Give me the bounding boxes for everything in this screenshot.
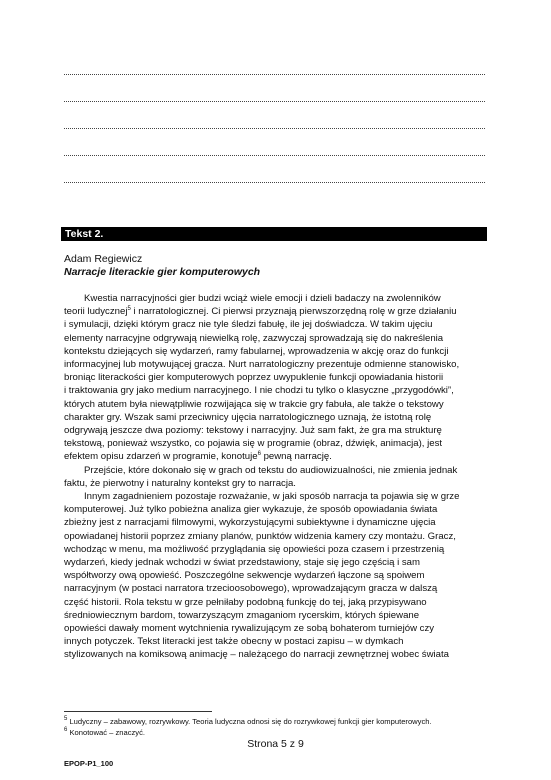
paragraph — [64, 464, 487, 490]
paragraph-line: wchodząc w menu, ma możliwość przyglądania się opowieści poza czasem i przestrzenią — [64, 543, 445, 555]
paragraph — [64, 292, 487, 464]
paragraph-line: odgrywają jeszcze dwa poziomy: tekstowy i narracyjny. Już sam fakt, że gra ma strukturę — [64, 425, 442, 437]
footnote-5: $^5$ Ludyczny – zabawowy, rozrywkowy. Teoria ludyczna odnosi się do rozrywkowej funkcji gier komputerowych. — [64, 716, 432, 726]
paragraph-line: kontekstu dziejących się wydarzeń, ramy fabularnej, wprowadzenia w akcję oraz do funkcji — [64, 345, 449, 357]
paragraph-line: których atutem była niewątpliwie rozwijająca się w trakcie gry fabuła, ale także o tekstowy — [64, 398, 444, 410]
paragraph-line: Kwestia narracyjności gier budzi wciąż wiele emocji i dzieli badaczy na zwolenników — [84, 293, 441, 304]
footnote-6: $^6$ Konotować – znaczyć. — [64, 727, 146, 737]
paragraph-line: charakter gry. Wszak sami przeciwnicy ujęcia narratologicznego uznają, że istotną rolę — [64, 411, 432, 423]
author-name: Adam Regiewicz — [64, 253, 143, 265]
answer-line — [64, 128, 485, 129]
paragraph-line: współtworzy ową opowieść. Poszczególne sekwencje wydarzeń łączone są spoiwem — [64, 570, 425, 582]
paragraph-line: komputerowej. Już tylko pobieżna analiza gier wykazuje, że sposób opowiadania świata — [64, 504, 438, 516]
paragraph-line: stylizowanych na komiksową animację – należącego do narracji zewnętrznej wobec świata — [64, 649, 450, 661]
paragraph-line: opowieści dawały moment wytchnienia rywalizującym ze sobą bohaterom turniejów czy — [64, 623, 435, 635]
footnote-ref: 6 — [257, 451, 261, 458]
paragraph-line: Przejście, które dokonało się w grach od tekstu do audiowizualności, nie zmienia jednak — [84, 464, 458, 476]
footnote-ref: 5 — [127, 306, 131, 313]
paragraph-line: broniąc literackości gier komputerowych poprzez uwypuklenie funkcji opowiadania historii — [64, 372, 444, 384]
paragraph-line: efektem opisu zdarzeń w programie, konotuje$^6$ pewną narrację. — [64, 451, 332, 463]
paragraph-line: i symulacji, dzięki którym gracz nie tyle śledzi fabułę, ile jej doświadcza. W takim ujęciu — [64, 319, 433, 331]
answer-line — [64, 155, 485, 156]
article-body — [64, 292, 487, 662]
paragraph-line: część historii. Rola tekstu w grze pełniłaby podobną funkcję do tej, jaką przypisywano — [64, 596, 427, 608]
paragraph-line: Innym zagadnieniem pozostaje rozważanie, w jaki sposób narracja ta pojawia się w grze — [84, 491, 460, 503]
paragraph-line: innych potyczek. Tekst literacki jest także obecny w postaci zapisu – w dymkach — [64, 636, 404, 648]
answer-line — [64, 74, 485, 75]
text-banner: Tekst 2. — [61, 227, 487, 241]
paragraph-line: opowiadanej historii poprzez zmiany planów, punktów widzenia kamery czy montażu. Gracz, — [64, 530, 456, 542]
paragraph-line: teorii ludycznej$^5$ i narratologicznej. Ci pierwsi przyznają pierwszorzędną rolę w grze działaniu — [64, 306, 457, 318]
paragraph-line: wydarzeń, kiedy jednak wchodzi w świat przedstawiony, staje się jego częścią i sam — [64, 557, 421, 569]
paragraph-line: tekstową, ponieważ wszystko, co pojawia się w programie (obraz, dźwięk, animacja), jest — [64, 438, 443, 450]
page-number: Strona 5 z 9 — [247, 738, 304, 750]
paragraph-line: narracyjnym (w postaci narratora trzecioosobowego), wprowadzającym gracza w dalszą — [64, 583, 438, 595]
footnote-rule — [64, 711, 212, 712]
article-title: Narracje literackie gier komputerowych — [64, 266, 261, 278]
paragraph — [64, 490, 487, 662]
paragraph-line: i traktowania gry jako medium narracyjnego. I nie chodzi tu tylko o klasyczne „przygodówki”, — [64, 385, 454, 397]
answer-line — [64, 182, 485, 183]
paragraph-line: elementy narracyjne odgrywają niewielką rolę, zazwyczaj sprowadzają się do nakreślenia — [64, 332, 444, 344]
paragraph-line: zbieżny jest z narracjami filmowymi, wykorzystującymi subiektywne i dynamiczne ujęcia — [64, 517, 436, 529]
exam-code: EPOP-P1_100 — [64, 759, 114, 768]
paragraph-line: faktu, że pierwotny i naturalny kontekst gry to narracja. — [64, 477, 296, 489]
paragraph-line: informacyjnej lub motywującej gracza. Nurt narratologiczny prezentuje odmienne stanowisko, — [64, 359, 460, 371]
answer-line — [64, 101, 485, 102]
paragraph-line: średniowiecznym bardom, towarzyszącym zmaganiom rycerskim, których śpiewane — [64, 609, 420, 621]
